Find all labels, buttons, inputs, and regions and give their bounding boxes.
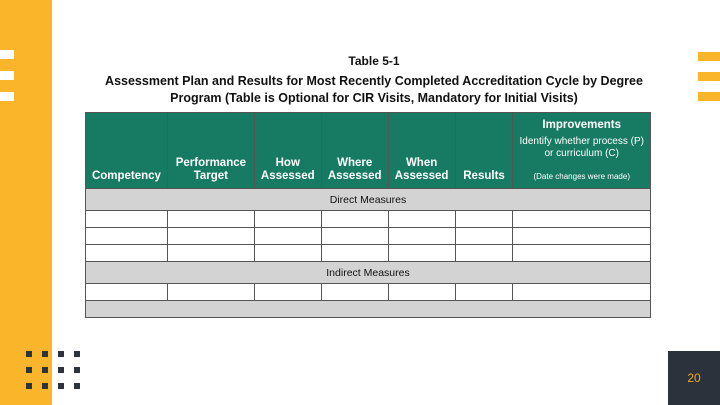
section-label-indirect: Indirect Measures — [86, 262, 651, 284]
col-how-assessed: How Assessed — [254, 113, 321, 189]
improvements-note: (Date changes were made) — [533, 172, 630, 181]
table-header-row — [86, 113, 651, 189]
dot-grid-decor — [26, 351, 80, 389]
col-competency: Competency — [86, 113, 168, 189]
improvements-subtitle: Identify whether process (P) or curriculum (C) — [519, 136, 644, 159]
table-row — [86, 284, 651, 301]
col-where-assessed: Where Assessed — [321, 113, 388, 189]
table-caption: Table 5-1 — [348, 54, 400, 68]
table-row — [86, 245, 651, 262]
assessment-table — [85, 112, 651, 318]
page-number-badge — [668, 351, 720, 405]
table-title: Assessment Plan and Results for Most Recently Completed Accreditation Cycle by Degree Program (Table is Optional for CIR Visits, Mandatory for Initial Visits) — [105, 74, 643, 105]
col-performance-target: Performance Target — [167, 113, 254, 189]
section-row-indirect — [86, 262, 651, 284]
table-title-block — [84, 54, 664, 107]
col-improvements — [513, 113, 651, 189]
table-row — [86, 211, 651, 228]
left-decor-stripes — [0, 50, 14, 113]
table-footer-row — [86, 301, 651, 318]
col-results: Results — [455, 113, 513, 189]
improvements-title: Improvements — [542, 119, 622, 131]
section-label-direct: Direct Measures — [86, 189, 651, 211]
table-row — [86, 228, 651, 245]
right-decor-stripes — [698, 52, 720, 112]
section-row-direct — [86, 189, 651, 211]
page-number: 20 — [687, 371, 701, 385]
col-when-assessed: When Assessed — [388, 113, 455, 189]
